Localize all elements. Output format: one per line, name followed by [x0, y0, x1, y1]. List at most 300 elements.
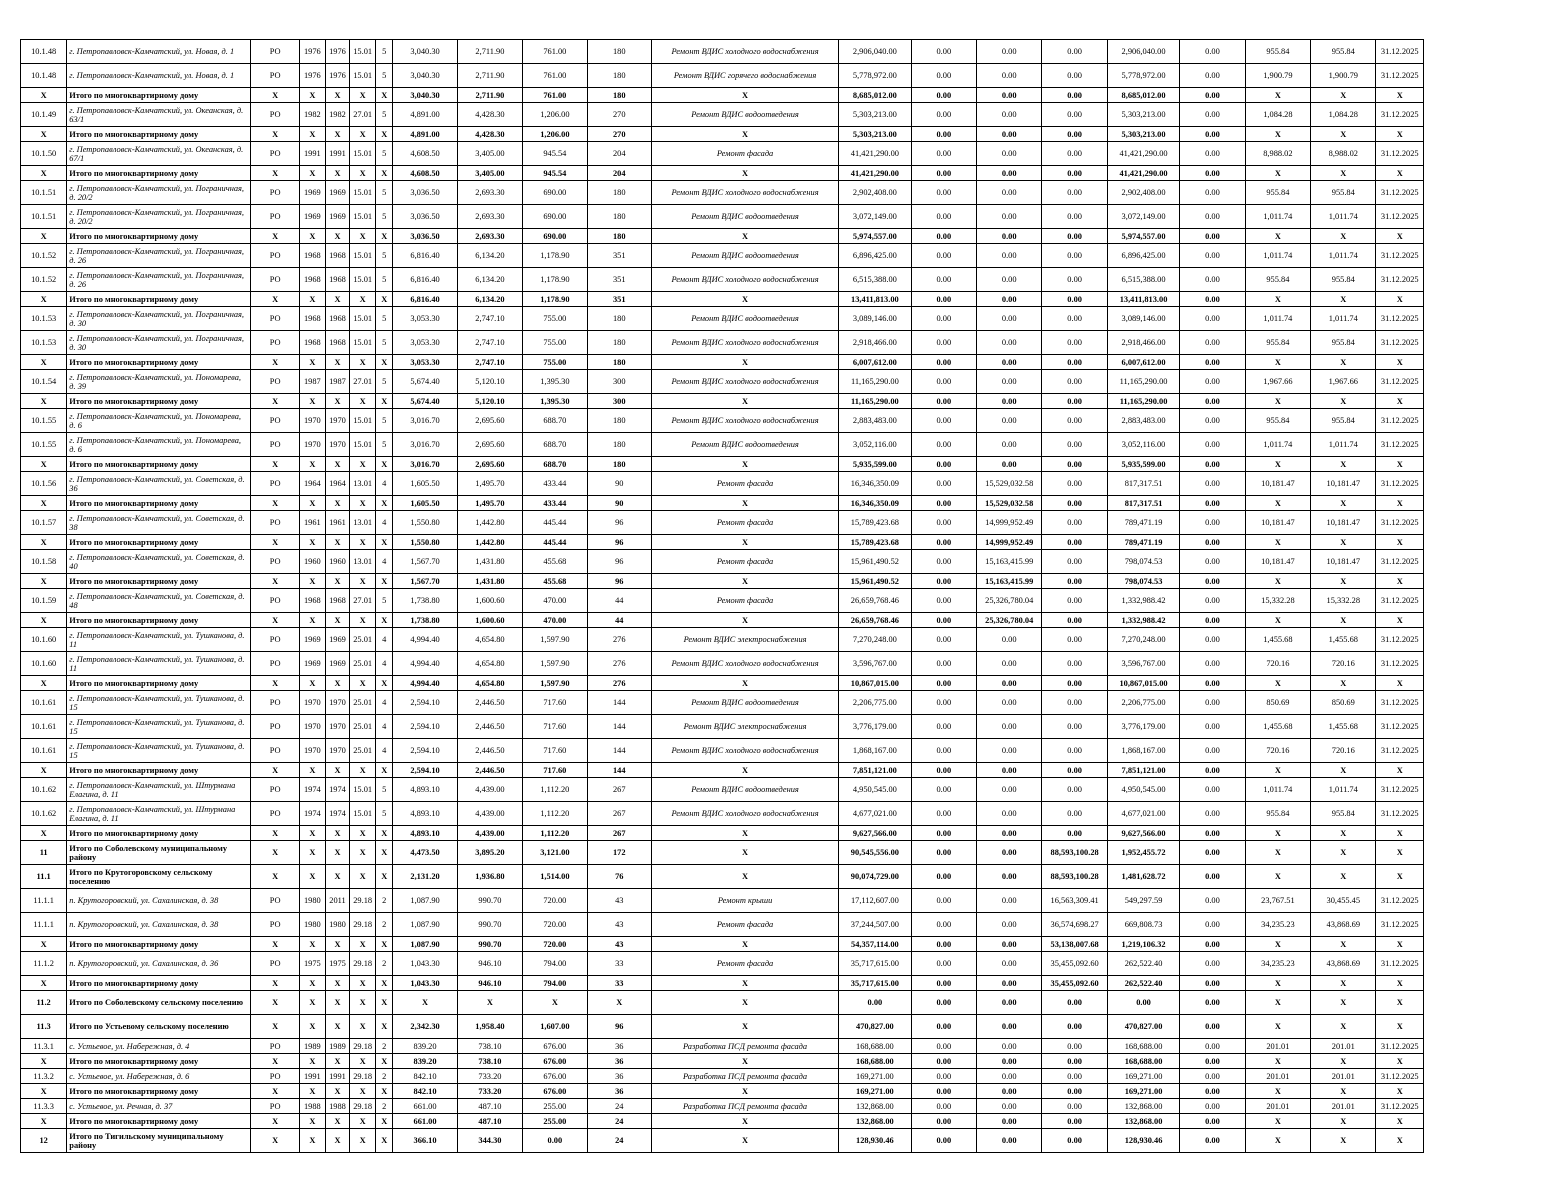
residents-cell: 351: [587, 244, 651, 268]
owners-funds-cell: 13,411,813.00: [1107, 292, 1179, 307]
deadline-cell: 31.12.2025: [1376, 307, 1424, 331]
regional-budget-cell: 0.00: [977, 739, 1042, 763]
work-type-cell: Ремонт ВДИС холодного водоснабжения: [651, 370, 838, 394]
reconstruction-year-cell: 1970: [325, 691, 349, 715]
total-row: [21, 1015, 1424, 1039]
max-unit-cost-cell: 10,181.47: [1311, 472, 1376, 496]
residents-cell: 44: [587, 613, 651, 628]
row-number-cell: X: [21, 1084, 67, 1099]
address-cell: п. Крутогоровский, ул. Сахалинская, д. 36: [67, 952, 251, 976]
unit-cost-cell: 955.84: [1245, 181, 1310, 205]
total-area-cell: 366.10: [393, 1129, 457, 1153]
federal-fund-cell: 0.00: [911, 166, 976, 181]
living-area-cell: 6,134.20: [457, 292, 522, 307]
owners-funds-cell: 7,270,248.00: [1107, 628, 1179, 652]
owners-funds-cell: 41,421,290.00: [1107, 142, 1179, 166]
deadline-cell: 31.12.2025: [1376, 1039, 1424, 1054]
total-cost-cell: 7,270,248.00: [839, 628, 911, 652]
residents-cell: 24: [587, 1099, 651, 1114]
other-funds-cell: 0.00: [1180, 613, 1245, 628]
common-area-cell: 688.70: [523, 457, 587, 472]
address-cell: г. Петропавловск-Камчатский, ул. Штурмана Елагина, д. 11: [67, 802, 251, 826]
wear-percent-cell: X: [350, 841, 376, 865]
build-year-cell: X: [299, 574, 325, 589]
reconstruction-year-cell: X: [325, 292, 349, 307]
federal-fund-cell: 0.00: [911, 40, 976, 64]
total-row: [21, 355, 1424, 370]
regional-budget-cell: 14,999,952.49: [977, 511, 1042, 535]
regional-budget-cell: 0.00: [977, 40, 1042, 64]
address-cell: с. Устьевое, ул. Речная, д. 37: [67, 1099, 251, 1114]
owner-method-cell: РО: [251, 181, 299, 205]
local-budget-cell: 0.00: [1042, 127, 1107, 142]
address-cell: г. Петропавловск-Камчатский, ул. Тушканова, д. 11: [67, 628, 251, 652]
owners-funds-cell: 8,685,012.00: [1107, 88, 1179, 103]
federal-fund-cell: 0.00: [911, 127, 976, 142]
row-number-cell: X: [21, 229, 67, 244]
deadline-cell: 31.12.2025: [1376, 433, 1424, 457]
owners-funds-cell: 132,868.00: [1107, 1114, 1179, 1129]
owners-funds-cell: 169,271.00: [1107, 1084, 1179, 1099]
unit-cost-cell: 15,332.28: [1245, 589, 1310, 613]
total-area-cell: X: [393, 991, 457, 1015]
work-type-cell: X: [651, 88, 838, 103]
owners-funds-cell: 128,930.46: [1107, 1129, 1179, 1153]
owner-method-cell: РО: [251, 472, 299, 496]
local-budget-cell: 0.00: [1042, 991, 1107, 1015]
unit-cost-cell: X: [1245, 127, 1310, 142]
total-area-cell: 4,994.40: [393, 652, 457, 676]
federal-fund-cell: 0.00: [911, 1054, 976, 1069]
total-area-cell: 3,040.30: [393, 88, 457, 103]
deadline-cell: 31.12.2025: [1376, 142, 1424, 166]
address-cell: Итого по многоквартирному дому: [67, 613, 251, 628]
owners-funds-cell: 1,332,988.42: [1107, 613, 1179, 628]
total-area-cell: 661.00: [393, 1114, 457, 1129]
max-unit-cost-cell: X: [1311, 1015, 1376, 1039]
unit-cost-cell: X: [1245, 1114, 1310, 1129]
other-funds-cell: 0.00: [1180, 652, 1245, 676]
other-funds-cell: 0.00: [1180, 127, 1245, 142]
owners-funds-cell: 5,303,213.00: [1107, 103, 1179, 127]
common-area-cell: 690.00: [523, 181, 587, 205]
floors-cell: X: [376, 535, 393, 550]
unit-cost-cell: 34,235.23: [1245, 952, 1310, 976]
row-number-cell: X: [21, 976, 67, 991]
living-area-cell: 4,439.00: [457, 778, 522, 802]
table-row: [21, 511, 1424, 535]
unit-cost-cell: 201.01: [1245, 1069, 1310, 1084]
local-budget-cell: 0.00: [1042, 1039, 1107, 1054]
address-cell: г. Петропавловск-Камчатский, ул. Тушканова, д. 11: [67, 652, 251, 676]
deadline-cell: X: [1376, 1084, 1424, 1099]
max-unit-cost-cell: X: [1311, 763, 1376, 778]
address-cell: г. Петропавловск-Камчатский, ул. Пономарева, д. 39: [67, 370, 251, 394]
reconstruction-year-cell: X: [325, 355, 349, 370]
deadline-cell: 31.12.2025: [1376, 715, 1424, 739]
total-area-cell: 4,608.50: [393, 142, 457, 166]
max-unit-cost-cell: X: [1311, 937, 1376, 952]
total-area-cell: 1,550.80: [393, 511, 457, 535]
floors-cell: X: [376, 166, 393, 181]
reconstruction-year-cell: X: [325, 88, 349, 103]
living-area-cell: 4,654.80: [457, 628, 522, 652]
local-budget-cell: 0.00: [1042, 628, 1107, 652]
owners-funds-cell: 798,074.53: [1107, 574, 1179, 589]
regional-budget-cell: 0.00: [977, 331, 1042, 355]
work-type-cell: X: [651, 535, 838, 550]
federal-fund-cell: 0.00: [911, 550, 976, 574]
work-type-cell: Ремонт ВДИС водоотведения: [651, 778, 838, 802]
table-row: [21, 778, 1424, 802]
residents-cell: 267: [587, 826, 651, 841]
address-cell: г. Петропавловск-Камчатский, ул. Штурмана Елагина, д. 11: [67, 778, 251, 802]
reconstruction-year-cell: X: [325, 841, 349, 865]
total-row: [21, 1114, 1424, 1129]
table-row: [21, 409, 1424, 433]
local-budget-cell: 0.00: [1042, 496, 1107, 511]
regional-budget-cell: 0.00: [977, 1039, 1042, 1054]
row-number-cell: 10.1.50: [21, 142, 67, 166]
build-year-cell: X: [299, 976, 325, 991]
owners-funds-cell: 470,827.00: [1107, 1015, 1179, 1039]
total-cost-cell: 90,545,556.00: [839, 841, 911, 865]
build-year-cell: 1970: [299, 691, 325, 715]
regional-budget-cell: 0.00: [977, 676, 1042, 691]
floors-cell: X: [376, 88, 393, 103]
wear-percent-cell: X: [350, 1015, 376, 1039]
local-budget-cell: 0.00: [1042, 1084, 1107, 1099]
federal-fund-cell: 0.00: [911, 370, 976, 394]
local-budget-cell: 88,593,100.28: [1042, 865, 1107, 889]
reconstruction-year-cell: X: [325, 613, 349, 628]
total-row: [21, 763, 1424, 778]
deadline-cell: 31.12.2025: [1376, 889, 1424, 913]
federal-fund-cell: 0.00: [911, 229, 976, 244]
build-year-cell: 1969: [299, 628, 325, 652]
total-cost-cell: 169,271.00: [839, 1084, 911, 1099]
total-area-cell: 1,087.90: [393, 889, 457, 913]
unit-cost-cell: X: [1245, 976, 1310, 991]
unit-cost-cell: X: [1245, 166, 1310, 181]
owner-method-cell: РО: [251, 691, 299, 715]
build-year-cell: 1970: [299, 715, 325, 739]
common-area-cell: 720.00: [523, 889, 587, 913]
address-cell: г. Петропавловск-Камчатский, ул. Океанская, д. 63/1: [67, 103, 251, 127]
wear-percent-cell: X: [350, 496, 376, 511]
common-area-cell: 1,112.20: [523, 826, 587, 841]
build-year-cell: 1974: [299, 778, 325, 802]
owner-method-cell: X: [251, 1015, 299, 1039]
wear-percent-cell: X: [350, 166, 376, 181]
wear-percent-cell: X: [350, 292, 376, 307]
common-area-cell: 717.60: [523, 691, 587, 715]
total-cost-cell: 41,421,290.00: [839, 166, 911, 181]
living-area-cell: 2,693.30: [457, 229, 522, 244]
deadline-cell: X: [1376, 1054, 1424, 1069]
total-cost-cell: 1,868,167.00: [839, 739, 911, 763]
residents-cell: 43: [587, 889, 651, 913]
deadline-cell: 31.12.2025: [1376, 550, 1424, 574]
floors-cell: X: [376, 991, 393, 1015]
build-year-cell: 1970: [299, 739, 325, 763]
address-cell: с. Устьевое, ул. Набережная, д. 4: [67, 1039, 251, 1054]
other-funds-cell: 0.00: [1180, 952, 1245, 976]
max-unit-cost-cell: 955.84: [1311, 802, 1376, 826]
common-area-cell: 1,597.90: [523, 628, 587, 652]
unit-cost-cell: X: [1245, 574, 1310, 589]
residents-cell: 36: [587, 1039, 651, 1054]
owners-funds-cell: 817,317.51: [1107, 472, 1179, 496]
federal-fund-cell: 0.00: [911, 628, 976, 652]
local-budget-cell: 0.00: [1042, 511, 1107, 535]
living-area-cell: 1,958.40: [457, 1015, 522, 1039]
address-cell: Итого по многоквартирному дому: [67, 355, 251, 370]
local-budget-cell: 0.00: [1042, 1069, 1107, 1084]
max-unit-cost-cell: 1,455.68: [1311, 715, 1376, 739]
owners-funds-cell: 1,332,988.42: [1107, 589, 1179, 613]
federal-fund-cell: 0.00: [911, 355, 976, 370]
address-cell: г. Петропавловск-Камчатский, ул. Пограничная, д. 20/2: [67, 205, 251, 229]
build-year-cell: 1980: [299, 889, 325, 913]
unit-cost-cell: 955.84: [1245, 802, 1310, 826]
total-area-cell: 3,016.70: [393, 433, 457, 457]
floors-cell: X: [376, 127, 393, 142]
build-year-cell: X: [299, 457, 325, 472]
other-funds-cell: 0.00: [1180, 802, 1245, 826]
residents-cell: 96: [587, 574, 651, 589]
deadline-cell: 31.12.2025: [1376, 268, 1424, 292]
unit-cost-cell: 1,011.74: [1245, 205, 1310, 229]
total-area-cell: 1,567.70: [393, 574, 457, 589]
owners-funds-cell: 5,778,972.00: [1107, 64, 1179, 88]
other-funds-cell: 0.00: [1180, 739, 1245, 763]
residents-cell: 180: [587, 307, 651, 331]
total-area-cell: 1,738.80: [393, 589, 457, 613]
row-number-cell: 10.1.53: [21, 307, 67, 331]
regional-budget-cell: 0.00: [977, 1114, 1042, 1129]
deadline-cell: 31.12.2025: [1376, 205, 1424, 229]
table-row: [21, 889, 1424, 913]
row-number-cell: X: [21, 394, 67, 409]
owner-method-cell: РО: [251, 589, 299, 613]
deadline-cell: 31.12.2025: [1376, 64, 1424, 88]
work-type-cell: X: [651, 841, 838, 865]
address-cell: Итого по многоквартирному дому: [67, 676, 251, 691]
regional-budget-cell: 15,529,032.58: [977, 496, 1042, 511]
other-funds-cell: 0.00: [1180, 715, 1245, 739]
work-type-cell: Ремонт ВДИС холодного водоснабжения: [651, 739, 838, 763]
address-cell: г. Петропавловск-Камчатский, ул. Советская, д. 48: [67, 589, 251, 613]
deadline-cell: 31.12.2025: [1376, 331, 1424, 355]
address-cell: Итого по многоквартирному дому: [67, 976, 251, 991]
owner-method-cell: X: [251, 574, 299, 589]
living-area-cell: 1,495.70: [457, 472, 522, 496]
total-cost-cell: 2,902,408.00: [839, 181, 911, 205]
table-row: [21, 370, 1424, 394]
living-area-cell: 990.70: [457, 913, 522, 937]
unit-cost-cell: 10,181.47: [1245, 511, 1310, 535]
wear-percent-cell: X: [350, 865, 376, 889]
reconstruction-year-cell: X: [325, 991, 349, 1015]
floors-cell: 4: [376, 550, 393, 574]
max-unit-cost-cell: X: [1311, 613, 1376, 628]
living-area-cell: 1,936.80: [457, 865, 522, 889]
total-cost-cell: 6,896,425.00: [839, 244, 911, 268]
federal-fund-cell: 0.00: [911, 865, 976, 889]
total-area-cell: 1,567.70: [393, 550, 457, 574]
wear-percent-cell: 25.01: [350, 628, 376, 652]
common-area-cell: 455.68: [523, 550, 587, 574]
floors-cell: X: [376, 613, 393, 628]
deadline-cell: X: [1376, 937, 1424, 952]
common-area-cell: 717.60: [523, 763, 587, 778]
owners-funds-cell: 6,007,612.00: [1107, 355, 1179, 370]
address-cell: Итого по Соболевскому муниципальному району: [67, 841, 251, 865]
common-area-cell: 255.00: [523, 1114, 587, 1129]
address-cell: с. Устьевое, ул. Набережная, д. 6: [67, 1069, 251, 1084]
residents-cell: 44: [587, 589, 651, 613]
regional-budget-cell: 0.00: [977, 166, 1042, 181]
other-funds-cell: 0.00: [1180, 1069, 1245, 1084]
floors-cell: X: [376, 841, 393, 865]
common-area-cell: 0.00: [523, 1129, 587, 1153]
reconstruction-year-cell: 1969: [325, 181, 349, 205]
reconstruction-year-cell: 1968: [325, 331, 349, 355]
reconstruction-year-cell: X: [325, 826, 349, 841]
owner-method-cell: X: [251, 166, 299, 181]
owners-funds-cell: 2,902,408.00: [1107, 181, 1179, 205]
max-unit-cost-cell: X: [1311, 355, 1376, 370]
floors-cell: 2: [376, 913, 393, 937]
work-type-cell: Ремонт ВДИС водоотведения: [651, 103, 838, 127]
address-cell: Итого по многоквартирному дому: [67, 457, 251, 472]
max-unit-cost-cell: 1,900.79: [1311, 64, 1376, 88]
owner-method-cell: X: [251, 394, 299, 409]
residents-cell: 267: [587, 778, 651, 802]
build-year-cell: X: [299, 1015, 325, 1039]
federal-fund-cell: 0.00: [911, 715, 976, 739]
owner-method-cell: РО: [251, 268, 299, 292]
unit-cost-cell: X: [1245, 826, 1310, 841]
total-area-cell: 2,131.20: [393, 865, 457, 889]
row-number-cell: 11.3: [21, 1015, 67, 1039]
work-type-cell: Ремонт ВДИС холодного водоснабжения: [651, 268, 838, 292]
owner-method-cell: X: [251, 457, 299, 472]
common-area-cell: 470.00: [523, 613, 587, 628]
regional-budget-cell: 0.00: [977, 1129, 1042, 1153]
work-type-cell: X: [651, 1054, 838, 1069]
common-area-cell: 1,395.30: [523, 394, 587, 409]
work-type-cell: Ремонт ВДИС холодного водоснабжения: [651, 331, 838, 355]
local-budget-cell: 0.00: [1042, 802, 1107, 826]
residents-cell: 204: [587, 142, 651, 166]
work-type-cell: Ремонт фасада: [651, 142, 838, 166]
row-number-cell: X: [21, 457, 67, 472]
build-year-cell: X: [299, 127, 325, 142]
unit-cost-cell: 10,181.47: [1245, 472, 1310, 496]
other-funds-cell: 0.00: [1180, 913, 1245, 937]
max-unit-cost-cell: X: [1311, 535, 1376, 550]
total-cost-cell: 26,659,768.46: [839, 613, 911, 628]
regional-budget-cell: 14,999,952.49: [977, 535, 1042, 550]
local-budget-cell: 0.00: [1042, 613, 1107, 628]
living-area-cell: 1,495.70: [457, 496, 522, 511]
max-unit-cost-cell: 955.84: [1311, 40, 1376, 64]
unit-cost-cell: 1,084.28: [1245, 103, 1310, 127]
other-funds-cell: 0.00: [1180, 181, 1245, 205]
regional-budget-cell: 15,529,032.58: [977, 472, 1042, 496]
total-area-cell: 4,891.00: [393, 103, 457, 127]
floors-cell: 4: [376, 652, 393, 676]
total-area-cell: 2,594.10: [393, 691, 457, 715]
work-type-cell: X: [651, 496, 838, 511]
build-year-cell: 1982: [299, 103, 325, 127]
unit-cost-cell: 850.69: [1245, 691, 1310, 715]
total-cost-cell: 169,271.00: [839, 1069, 911, 1084]
deadline-cell: X: [1376, 88, 1424, 103]
total-area-cell: 4,608.50: [393, 166, 457, 181]
owners-funds-cell: 262,522.40: [1107, 976, 1179, 991]
address-cell: Итого по многоквартирному дому: [67, 937, 251, 952]
total-row: [21, 127, 1424, 142]
owners-funds-cell: 168,688.00: [1107, 1039, 1179, 1054]
federal-fund-cell: 0.00: [911, 433, 976, 457]
regional-budget-cell: 0.00: [977, 142, 1042, 166]
wear-percent-cell: 13.01: [350, 511, 376, 535]
owner-method-cell: X: [251, 535, 299, 550]
address-cell: г. Петропавловск-Камчатский, ул. Пограничная, д. 26: [67, 244, 251, 268]
table-row: [21, 739, 1424, 763]
work-type-cell: X: [651, 937, 838, 952]
max-unit-cost-cell: 15,332.28: [1311, 589, 1376, 613]
total-cost-cell: 15,789,423.68: [839, 535, 911, 550]
living-area-cell: 2,446.50: [457, 691, 522, 715]
total-cost-cell: 6,515,388.00: [839, 268, 911, 292]
federal-fund-cell: 0.00: [911, 1069, 976, 1084]
reconstruction-year-cell: 1970: [325, 715, 349, 739]
unit-cost-cell: 1,455.68: [1245, 715, 1310, 739]
reconstruction-year-cell: X: [325, 865, 349, 889]
floors-cell: 5: [376, 64, 393, 88]
residents-cell: 33: [587, 952, 651, 976]
row-number-cell: 10.1.55: [21, 409, 67, 433]
unit-cost-cell: 23,767.51: [1245, 889, 1310, 913]
owner-method-cell: X: [251, 937, 299, 952]
total-area-cell: 4,893.10: [393, 802, 457, 826]
row-number-cell: 10.1.62: [21, 802, 67, 826]
federal-fund-cell: 0.00: [911, 652, 976, 676]
unit-cost-cell: 720.16: [1245, 652, 1310, 676]
row-number-cell: 10.1.59: [21, 589, 67, 613]
row-number-cell: X: [21, 937, 67, 952]
living-area-cell: 733.20: [457, 1084, 522, 1099]
federal-fund-cell: 0.00: [911, 64, 976, 88]
living-area-cell: 2,747.10: [457, 331, 522, 355]
reconstruction-year-cell: 1968: [325, 268, 349, 292]
local-budget-cell: 0.00: [1042, 739, 1107, 763]
total-area-cell: 4,893.10: [393, 826, 457, 841]
residents-cell: 43: [587, 937, 651, 952]
other-funds-cell: 0.00: [1180, 472, 1245, 496]
regional-budget-cell: 0.00: [977, 913, 1042, 937]
address-cell: Итого по Соболевскому сельскому поселению: [67, 991, 251, 1015]
max-unit-cost-cell: 1,011.74: [1311, 433, 1376, 457]
row-number-cell: X: [21, 1054, 67, 1069]
wear-percent-cell: 25.01: [350, 715, 376, 739]
wear-percent-cell: 29.18: [350, 913, 376, 937]
row-number-cell: X: [21, 535, 67, 550]
